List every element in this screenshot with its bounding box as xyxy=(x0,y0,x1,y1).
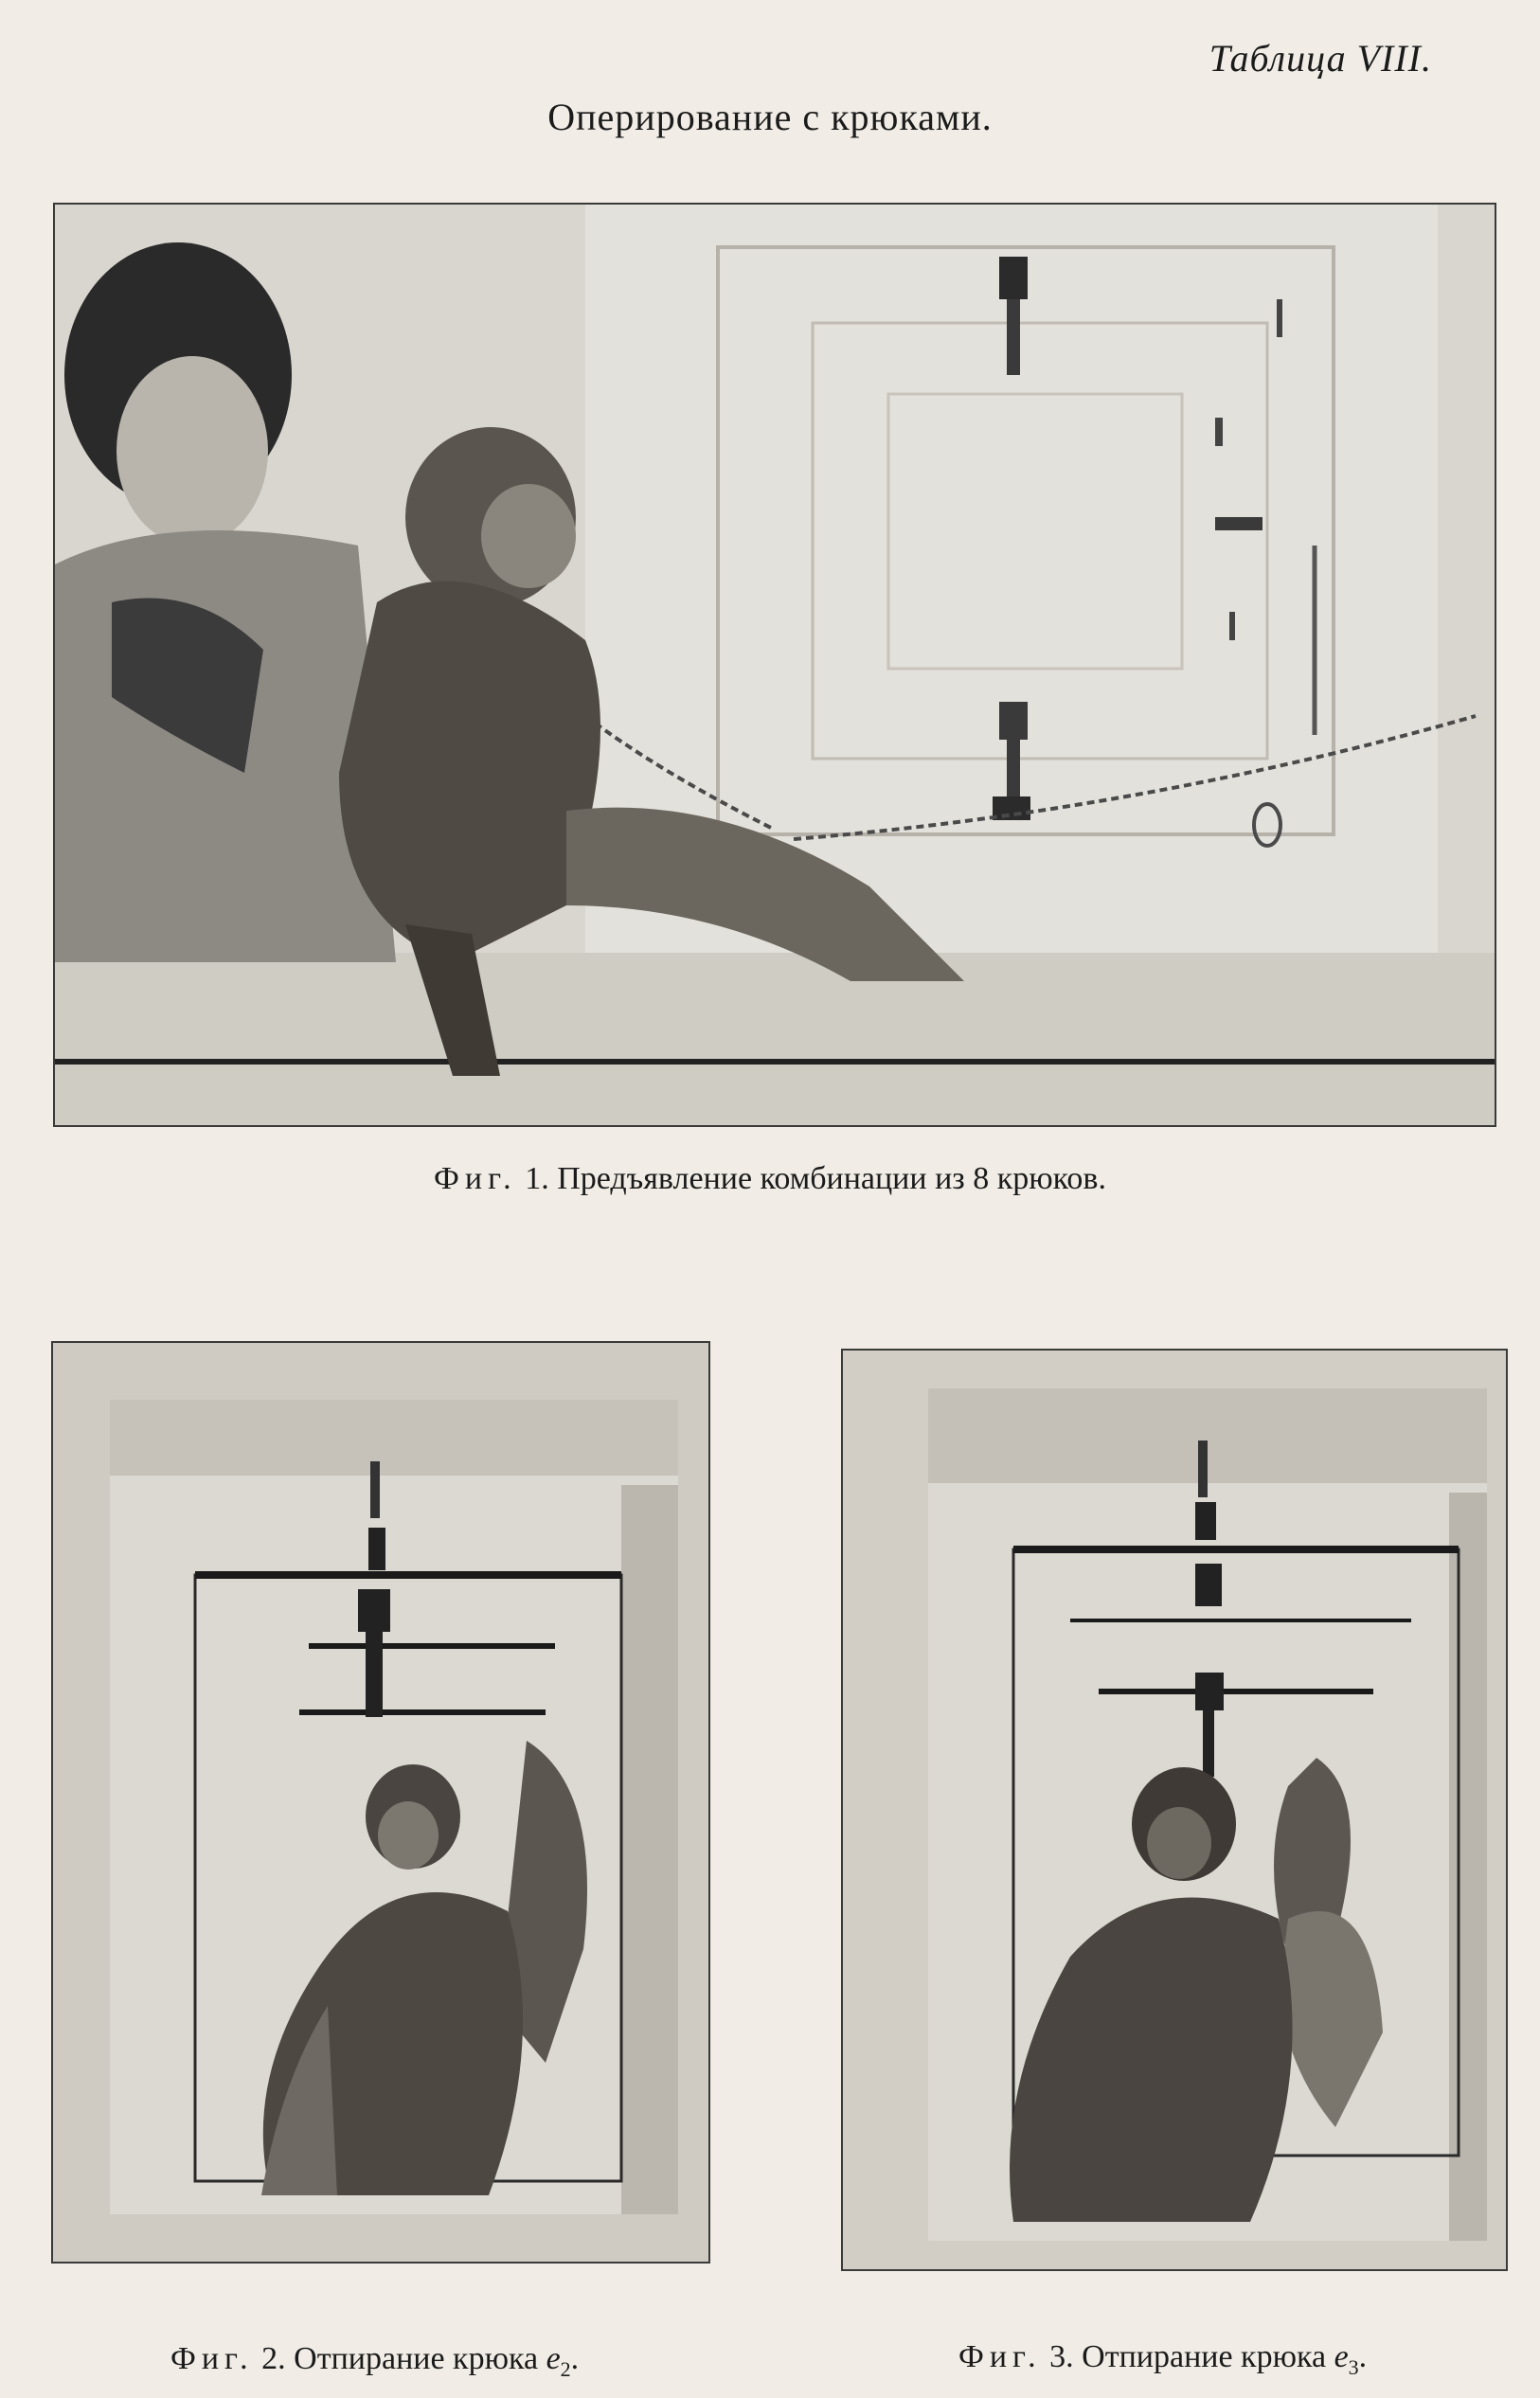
figure-2-label: Фиг. xyxy=(170,2341,254,2376)
figure-2-text: Отпирание крюка xyxy=(294,2341,539,2376)
plate-label: Таблица VIII. xyxy=(1209,37,1432,80)
figure-3-text: Отпирание крюка xyxy=(1082,2339,1327,2374)
figure-1-text: Предъявление комбинации из 8 крюков. xyxy=(557,1161,1106,1196)
figure-3-label: Фиг. xyxy=(958,2339,1042,2374)
figure-2-caption xyxy=(170,2341,579,2382)
figure-2-illustration xyxy=(53,1343,708,2262)
figure-3-hook-subscript: 3 xyxy=(1348,2354,1359,2379)
figure-2-number: 2. xyxy=(261,2341,286,2376)
figure-3-illustration xyxy=(843,1351,1506,2269)
plate-title: Оперирование с крюками. xyxy=(547,96,993,138)
figure-2-photo xyxy=(51,1341,710,2264)
figure-2-hook: e xyxy=(546,2341,561,2376)
figure-1-label: Фиг. xyxy=(434,1161,517,1196)
figure-2-hook-subscript: 2 xyxy=(560,2356,571,2381)
figure-1-illustration xyxy=(55,205,1495,1125)
figure-2-end: . xyxy=(570,2341,580,2376)
figure-3-caption xyxy=(958,2339,1367,2380)
figure-3-photo xyxy=(841,1349,1508,2271)
figure-1-photo xyxy=(53,203,1496,1127)
figure-1-number: 1. xyxy=(525,1161,549,1196)
figure-3-hook: e xyxy=(1334,2339,1349,2374)
figure-3-number: 3. xyxy=(1049,2339,1074,2374)
figure-3-end: . xyxy=(1358,2339,1368,2374)
figure-1-caption xyxy=(0,1161,1540,1197)
